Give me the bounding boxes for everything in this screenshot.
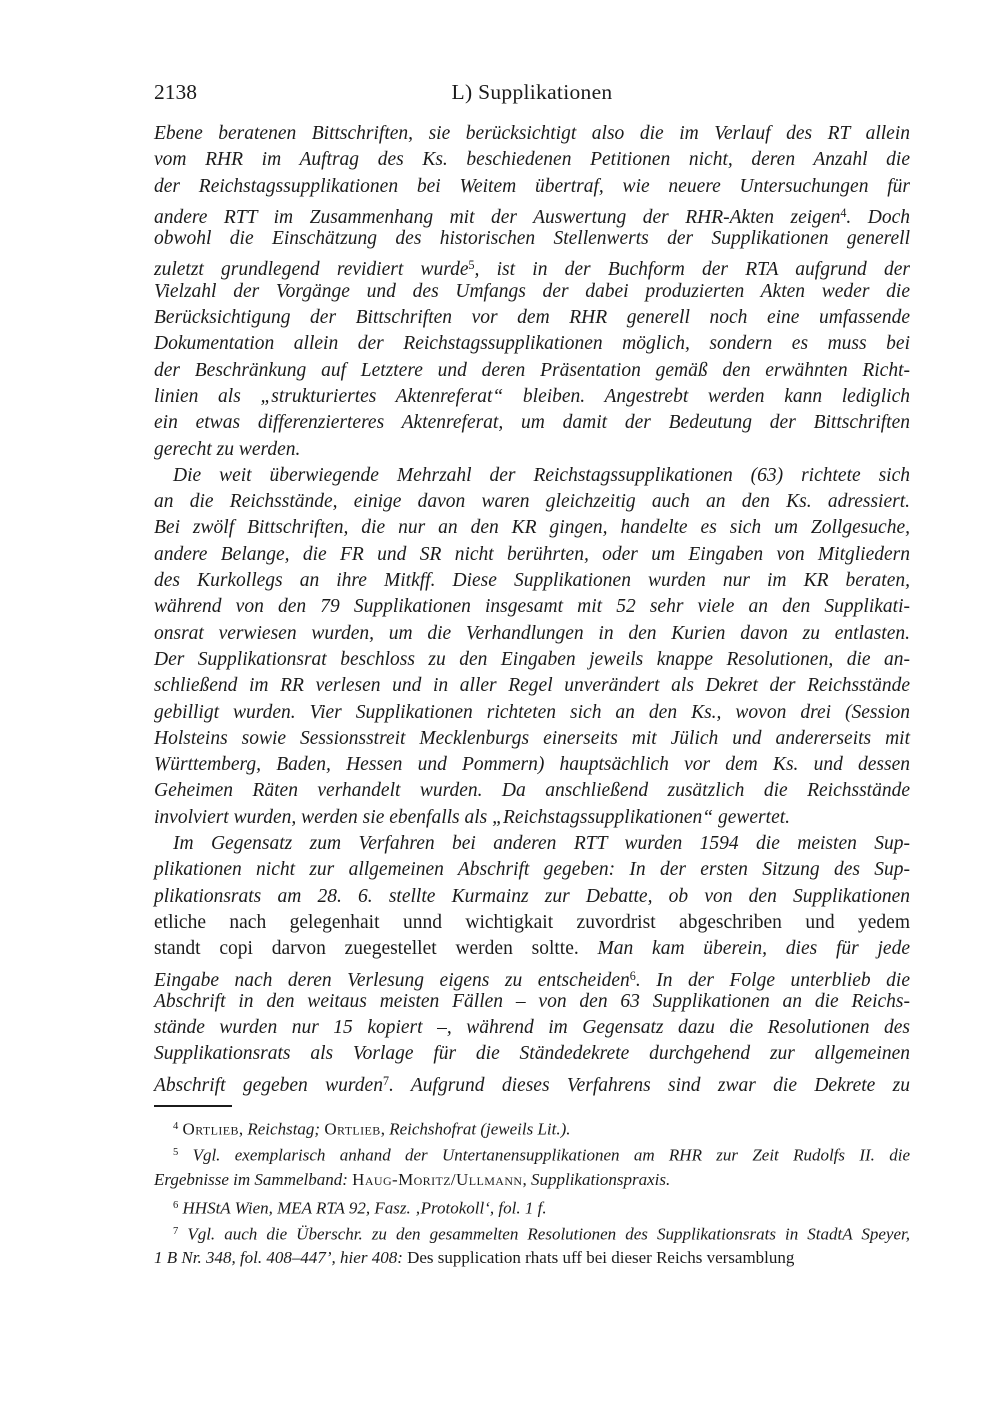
footnote-ref: 6 [629,968,636,983]
text-segment: ein etwas differenzierteres Aktenreferat, um damit der Bedeutung der Bittschriften [154,412,910,434]
text-segment: Ergebnisse im Sammelband: [154,1169,353,1189]
text-segment: Der Supplikationsrat beschloss zu den Eingaben jeweils knappe Resolutionen, die an- [154,648,910,670]
text-line [154,279,910,305]
text-line [154,621,910,647]
footnote-separator [154,1105,232,1107]
body-text [154,121,910,1094]
text-line [154,121,910,147]
text-line [154,1245,910,1271]
paragraph [154,463,910,831]
text-line [154,1219,910,1245]
text-line [154,594,910,620]
text-segment: Ebene beratenen Bittschriften, sie berücksichtigt also die im Verlauf des RT allein [154,123,910,144]
text-line [154,463,910,489]
footnote-number: 6 [173,1199,179,1211]
text-segment: Supplikationsrats als Vorlage für die Ständedekrete durchgehend zur allgemeinen [154,1043,910,1065]
text-segment: . Aufgrund dieses Verfahrens sind zwar die Dekrete zu [389,1074,911,1096]
text-segment: , ist in der Buchform der RTA aufgrund der [474,259,910,281]
text-line [154,700,910,726]
text-segment: linien als „strukturiertes Aktenreferat“ bleiben. Angestrebt werden kann lediglich [154,385,910,407]
text-line [154,437,910,463]
text-segment: involviert wurden, werden sie ebenfalls als „Reichstagssupplikationen“ gewertet. [154,806,791,828]
text-segment: während von den 79 Supplikationen insgesamt mit 52 sehr viele an den Supplikati- [154,596,910,618]
text-line [154,147,910,173]
text-line [154,673,910,699]
author-smallcaps: Haug-Moritz/Ullmann [352,1169,523,1189]
text-segment: andere RTT im Zusammenhang mit der Auswertung der RHR-Akten zeigen [154,206,841,228]
text-segment: Reichstag; [247,1119,325,1139]
text-segment: Des supplication rhats uff bei dieser Reichs versamblung [407,1248,795,1268]
text-line [154,542,910,568]
text-segment: Württemberg, Baden, Hessen und Pommern) hauptsächlich vor dem Ks. und dessen [154,754,910,776]
text-line [154,410,910,436]
text-segment: obwohl die Einschätzung des historischen Stellenwerts der Supplikationen generell [154,228,910,250]
text-segment: , [522,1169,531,1189]
text-segment: an die Reichsstände, einige davon waren gleichzeitig auch an den Ks. adressiert. [154,491,910,513]
footnote-ref: 5 [468,258,475,273]
text-line [154,647,910,673]
text-block [154,80,910,1272]
footnote [154,1114,910,1140]
text-segment: . Doch [846,206,910,228]
text-segment: HHStA Wien, MEA RTA 92, Fasz. ‚Protokoll‘, fol. 1 f. [182,1198,547,1218]
footnote [154,1219,910,1272]
text-line [154,884,910,910]
text-line [154,936,910,962]
text-line [154,778,910,804]
text-line [154,1140,910,1166]
author-smallcaps: Ortlieb [324,1119,381,1139]
text-line [154,200,910,226]
text-segment: Bei zwölf Bittschriften, die nur an den KR gingen, handelte es sich um Zollgesuche, [154,517,910,539]
text-line [154,331,910,357]
text-line [154,857,910,883]
text-line [154,226,910,252]
text-segment: stände wurden nur 15 kopiert –, während im Gegensatz dazu die Resolutionen des [154,1017,910,1039]
text-segment: Abschrift in den weitaus meisten Fällen – von den 63 Supplikationen an die Reichs- [154,990,910,1012]
text-segment: zuletzt grundlegend revidiert wurde [154,259,469,281]
text-segment: der Beschränkung auf Letztere und deren Präsentation gemäß den erwähnten Richt- [154,359,910,381]
footnote [154,1193,910,1219]
text-line [154,805,910,831]
text-segment: schließend im RR verlesen und in aller Regel unverändert als Dekret der Reichsstände [154,675,910,697]
text-line [154,568,910,594]
text-line [154,910,910,936]
text-line [154,1193,910,1219]
text-line [154,515,910,541]
text-segment: Eingabe nach deren Verlesung eigens zu entscheiden [154,969,630,991]
text-segment: andere Belange, die FR und SR nicht berührten, oder um Eingaben von Mitgliedern [154,543,910,565]
text-line [154,358,910,384]
text-segment [178,1146,192,1165]
text-segment: . In der Folge unterblieb die [635,969,910,991]
page-header [154,80,910,107]
text-segment: Vgl. exemplarisch anhand der Untertanensupplikationen am RHR zur Zeit Rudolfs II. die [192,1145,910,1165]
text-segment: Geheimen Räten verhandelt wurden. Da anschließend zusätzlich die Reichsstände [154,780,910,802]
author-smallcaps: Ortlieb [182,1119,239,1139]
text-segment: gebilligt wurden. Vier Supplikationen richteten sich an den Ks., wovon drei (Session [154,701,910,723]
text-line [154,1041,910,1067]
text-line [154,963,910,989]
text-segment: Reichshofrat (jeweils Lit.). [389,1119,571,1139]
text-line [154,1015,910,1041]
text-line [154,752,910,778]
text-segment: standt copi darvon zuegestellet werden soltte. [154,938,598,960]
footnote-ref: 7 [382,1073,389,1088]
text-segment: Die weit überwiegende Mehrzahl der Reichstagssupplikationen (63) richtete sich [173,464,910,486]
text-line [154,252,910,281]
running-title: L) Supplikationen [451,80,613,104]
text-segment: Abschrift gegeben wurden [154,1074,383,1096]
text-line [154,305,910,331]
footnote-number: 7 [173,1226,179,1238]
text-line [154,726,910,752]
text-segment: Supplikationspraxis. [530,1169,671,1189]
text-line [154,1068,910,1094]
footnote-number: 4 [173,1120,179,1132]
text-segment: vom RHR im Auftrag des Ks. beschiedenen Petitionen nicht, deren Anzahl die [154,149,910,171]
text-line [154,174,910,200]
text-segment: Berücksichtigung der Bittschriften vor dem RHR generell noch eine umfassende [154,307,910,329]
text-line [154,384,910,410]
text-segment: , [238,1119,248,1139]
footnote-number: 5 [173,1147,179,1159]
text-line [154,1167,910,1193]
text-segment: Vgl. auch die Überschr. zu den gesammelten Resolutionen des Supplikationsrats in StadtA Speyer, [187,1224,910,1244]
text-line [154,489,910,515]
footnote [154,1140,910,1193]
footnote-ref: 4 [840,205,847,220]
text-segment: des Kurkollegs an ihre Mitkff. Diese Supplikationen wurden nur im KR beraten, [154,570,910,592]
text-segment [178,1224,187,1243]
text-segment: onsrat verwiesen wurden, um die Verhandlungen in den Kurien davon zu entlasten. [154,622,910,644]
text-segment: Vielzahl der Vorgänge und des Umfangs der dabei produzierten Akten weder die [154,280,910,302]
text-line [154,831,910,857]
text-segment: Holsteins sowie Sessionsstreit Mecklenburgs einerseits mit Jülich und andererseits mit [154,727,910,749]
text-line [154,1114,910,1140]
paragraph [154,121,910,463]
text-segment: 1 B Nr. 348, fol. 408–447’, hier 408: [154,1248,408,1268]
text-segment: etliche nach gelegenhait unnd wichtigkait zuvordrist abgeschriben und yedem [154,911,910,933]
text-segment: , [380,1119,390,1139]
text-segment: Dokumentation allein der Reichstagssupplikationen möglich, sondern es muss bei [154,333,910,355]
text-segment: plikationsrats am 28. 6. stellte Kurmainz zur Debatte, ob von den Supplikationen [154,885,910,907]
text-segment: Man kam überein, dies für jede [597,938,910,960]
page-number: 2138 [154,80,197,104]
text-line [154,989,910,1015]
footnotes [154,1114,910,1272]
paragraph [154,831,910,1094]
text-segment: der Reichstagssupplikationen bei Weitem übertraf, wie neuere Untersuchungen für [154,175,910,197]
text-segment: gerecht zu werden. [154,438,301,460]
text-segment: Im Gegensatz zum Verfahren bei anderen RTT wurden 1594 die meisten Sup- [173,833,910,855]
text-segment: plikationen nicht zur allgemeinen Abschrift gegeben: In der ersten Sitzung des Sup- [154,859,910,881]
